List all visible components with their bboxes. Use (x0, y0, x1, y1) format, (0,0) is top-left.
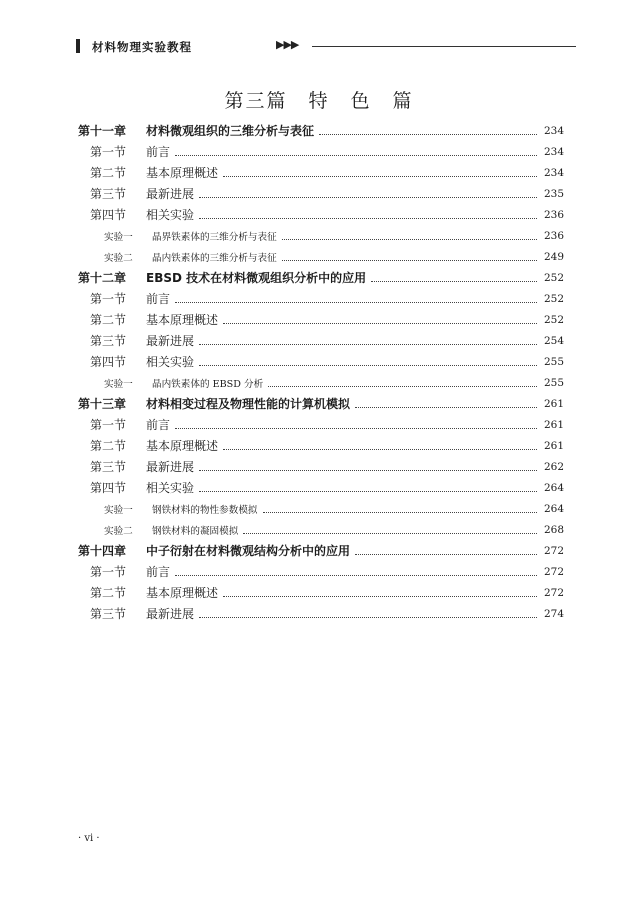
toc-entry-page: 268 (543, 523, 564, 536)
toc-leader-dots (319, 134, 537, 135)
toc-entry-page: 252 (543, 313, 564, 326)
toc-leader-dots (282, 260, 537, 261)
toc-leader-dots (223, 176, 537, 177)
toc-entry-title: 相关实验 (146, 481, 195, 495)
toc-entry-exp (78, 246, 564, 267)
toc-leader-dots (175, 575, 537, 576)
toc-entry-label (78, 458, 194, 475)
toc-entry-number: 实验二 (104, 252, 133, 264)
toc-leader-dots (199, 197, 537, 198)
table-of-contents (78, 120, 564, 624)
toc-entry-title: 最新进展 (146, 460, 195, 474)
toc-entry-page: 249 (543, 250, 564, 263)
toc-entry-page: 234 (543, 166, 564, 179)
toc-entry-section (78, 603, 564, 624)
toc-entry-page: 272 (543, 544, 564, 557)
toc-entry-section (78, 183, 564, 204)
toc-entry-label (78, 502, 258, 516)
toc-entry-page: 252 (543, 292, 564, 305)
toc-leader-dots (223, 323, 537, 324)
toc-entry-label (78, 353, 194, 370)
book-title: 材料物理实验教程 (92, 40, 192, 54)
toc-entry-label (78, 563, 170, 580)
toc-entry-page: 234 (543, 124, 564, 137)
toc-entry-title: 基本原理概述 (146, 313, 219, 327)
toc-entry-number: 第二节 (90, 586, 127, 600)
toc-entry-number: 第二节 (90, 313, 127, 327)
toc-entry-chapter (78, 120, 564, 141)
toc-entry-number: 第一节 (90, 292, 127, 306)
running-header (76, 38, 576, 56)
toc-entry-title: 最新进展 (146, 187, 195, 201)
toc-entry-chapter (78, 267, 564, 288)
toc-entry-page: 254 (543, 334, 564, 347)
toc-entry-title: 基本原理概述 (146, 586, 219, 600)
toc-entry-number: 第二节 (90, 166, 127, 180)
toc-entry-title: 相关实验 (146, 355, 195, 369)
toc-entry-label (78, 269, 366, 286)
toc-entry-page: 236 (543, 229, 564, 242)
toc-leader-dots (199, 617, 537, 618)
toc-entry-label (78, 122, 314, 139)
toc-entry-page: 261 (543, 418, 564, 431)
toc-entry-page: 236 (543, 208, 564, 221)
toc-entry-section (78, 351, 564, 372)
toc-entry-label (78, 250, 277, 264)
toc-entry-label (78, 395, 350, 412)
toc-leader-dots (199, 365, 537, 366)
toc-entry-page: 264 (543, 502, 564, 515)
toc-entry-number: 第三节 (90, 607, 127, 621)
toc-entry-label (78, 229, 277, 243)
toc-entry-number: 第十三章 (78, 397, 127, 411)
toc-entry-label (78, 437, 218, 454)
toc-entry-page: 235 (543, 187, 564, 200)
toc-entry-label (78, 290, 170, 307)
toc-entry-number: 第十二章 (78, 271, 127, 285)
toc-leader-dots (355, 407, 537, 408)
toc-entry-number: 第十四章 (78, 544, 127, 558)
toc-entry-label (78, 143, 170, 160)
toc-entry-section (78, 204, 564, 225)
toc-entry-page: 261 (543, 439, 564, 452)
toc-entry-label (78, 605, 194, 622)
toc-entry-page: 255 (543, 376, 564, 389)
toc-entry-page: 252 (543, 271, 564, 284)
toc-entry-section (78, 414, 564, 435)
toc-entry-title: 材料微观组织的三维分析与表征 (146, 124, 315, 138)
toc-entry-label (78, 542, 350, 559)
toc-entry-page: 272 (543, 565, 564, 578)
toc-leader-dots (175, 302, 537, 303)
toc-entry-number: 第一节 (90, 145, 127, 159)
toc-leader-dots (243, 533, 537, 534)
toc-entry-label (78, 206, 194, 223)
toc-entry-title: 相关实验 (146, 208, 195, 222)
toc-entry-page: 264 (543, 481, 564, 494)
toc-entry-label (78, 185, 194, 202)
toc-entry-number: 第二节 (90, 439, 127, 453)
toc-entry-number: 第三节 (90, 334, 127, 348)
toc-leader-dots (223, 449, 537, 450)
toc-entry-title: 前言 (146, 565, 171, 579)
toc-entry-title: 中子衍射在材料微观结构分析中的应用 (146, 544, 351, 558)
toc-entry-number: 实验一 (104, 378, 133, 390)
header-rule (312, 46, 576, 47)
toc-leader-dots (282, 239, 537, 240)
toc-entry-label (78, 164, 218, 181)
toc-entry-section (78, 561, 564, 582)
toc-entry-number: 实验二 (104, 525, 133, 537)
toc-entry-number: 第十一章 (78, 124, 127, 138)
toc-leader-dots (175, 155, 537, 156)
header-arrows-icon: ▶▶▶ (276, 38, 299, 51)
toc-entry-page: 272 (543, 586, 564, 599)
toc-entry-exp (78, 498, 564, 519)
toc-entry-label (78, 376, 263, 390)
toc-entry-page: 274 (543, 607, 564, 620)
toc-entry-number: 实验一 (104, 231, 133, 243)
toc-entry-label (78, 584, 218, 601)
toc-entry-section (78, 330, 564, 351)
toc-entry-label (78, 311, 218, 328)
toc-entry-label (78, 332, 194, 349)
toc-entry-page: 234 (543, 145, 564, 158)
toc-entry-section (78, 288, 564, 309)
toc-entry-exp (78, 519, 564, 540)
toc-entry-title: 前言 (146, 145, 171, 159)
toc-entry-section (78, 456, 564, 477)
toc-leader-dots (223, 596, 537, 597)
toc-entry-section (78, 309, 564, 330)
toc-entry-number: 第四节 (90, 208, 127, 222)
toc-entry-number: 第三节 (90, 460, 127, 474)
toc-entry-number: 第四节 (90, 481, 127, 495)
toc-entry-title: 前言 (146, 418, 171, 432)
toc-entry-label (78, 479, 194, 496)
toc-entry-title: 基本原理概述 (146, 439, 219, 453)
toc-leader-dots (199, 218, 537, 219)
page-number: · vi · (78, 833, 100, 844)
toc-entry-title: 晶界铁素体的三维分析与表征 (152, 231, 277, 243)
toc-entry-chapter (78, 540, 564, 561)
toc-entry-exp (78, 372, 564, 393)
toc-entry-title: 晶内铁素体的三维分析与表征 (152, 252, 277, 264)
toc-entry-title: 晶内铁素体的 EBSD 分析 (152, 378, 264, 390)
toc-entry-section (78, 141, 564, 162)
toc-entry-number: 实验一 (104, 504, 133, 516)
toc-entry-section (78, 435, 564, 456)
toc-entry-number: 第四节 (90, 355, 127, 369)
toc-entry-title: 最新进展 (146, 334, 195, 348)
header-bar-mark (76, 39, 80, 53)
toc-entry-title: 材料相变过程及物理性能的计算机模拟 (146, 397, 351, 411)
toc-entry-exp (78, 225, 564, 246)
toc-entry-page: 262 (543, 460, 564, 473)
toc-entry-number: 第一节 (90, 565, 127, 579)
toc-leader-dots (263, 512, 537, 513)
toc-entry-title: EBSD 技术在材料微观组织分析中的应用 (146, 271, 367, 285)
toc-leader-dots (355, 554, 537, 555)
toc-leader-dots (268, 386, 537, 387)
toc-leader-dots (371, 281, 537, 282)
toc-entry-section (78, 477, 564, 498)
toc-entry-section (78, 582, 564, 603)
toc-entry-label (78, 416, 170, 433)
toc-entry-number: 第一节 (90, 418, 127, 432)
toc-entry-chapter (78, 393, 564, 414)
part-title: 第三篇 特 色 篇 (224, 90, 414, 112)
toc-entry-title: 钢铁材料的物性参数模拟 (152, 504, 258, 516)
toc-leader-dots (199, 491, 537, 492)
toc-entry-number: 第三节 (90, 187, 127, 201)
toc-entry-page: 255 (543, 355, 564, 368)
toc-leader-dots (199, 344, 537, 345)
toc-entry-label (78, 523, 238, 537)
toc-leader-dots (199, 470, 537, 471)
toc-entry-title: 前言 (146, 292, 171, 306)
toc-entry-section (78, 162, 564, 183)
toc-entry-title: 基本原理概述 (146, 166, 219, 180)
toc-entry-page: 261 (543, 397, 564, 410)
toc-leader-dots (175, 428, 537, 429)
toc-entry-title: 钢铁材料的凝固模拟 (152, 525, 239, 537)
toc-entry-title: 最新进展 (146, 607, 195, 621)
